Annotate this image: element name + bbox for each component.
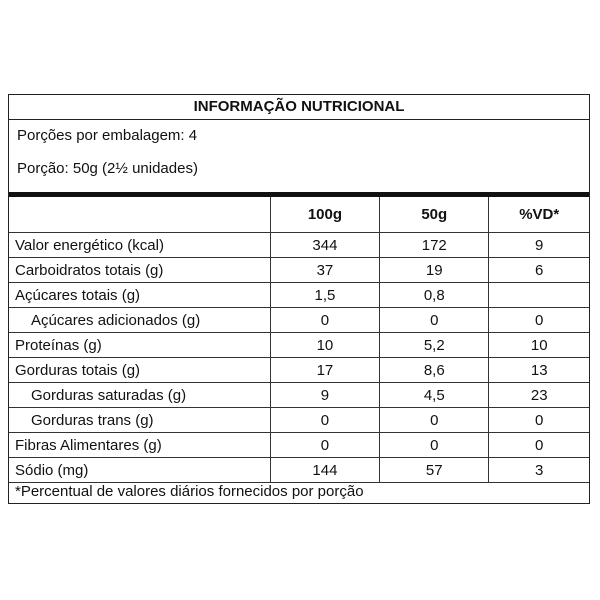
- value-50g: 0: [380, 308, 489, 333]
- table-header-row: [9, 197, 589, 233]
- nutrient-name: Sódio (mg): [9, 458, 270, 483]
- nutrition-table: [9, 197, 589, 483]
- value-100g: 17: [270, 358, 379, 383]
- value-vd: 6: [489, 258, 589, 283]
- nutrient-name: Valor energético (kcal): [9, 233, 270, 258]
- table-row: [9, 233, 589, 258]
- serving-size: Porção: 50g (2½ unidades): [17, 160, 198, 177]
- column-header-nutrient: [9, 197, 270, 233]
- nutrient-name: Açúcares totais (g): [9, 283, 270, 308]
- value-vd: 0: [489, 433, 589, 458]
- value-50g: 5,2: [380, 333, 489, 358]
- value-100g: 9: [270, 383, 379, 408]
- table-row: [9, 258, 589, 283]
- value-100g: 344: [270, 233, 379, 258]
- nutrient-name: Gorduras totais (g): [9, 358, 270, 383]
- nutrient-name: Fibras Alimentares (g): [9, 433, 270, 458]
- value-vd: 23: [489, 383, 589, 408]
- value-100g: 10: [270, 333, 379, 358]
- value-50g: 19: [380, 258, 489, 283]
- nutrient-name: Proteínas (g): [9, 333, 270, 358]
- value-100g: 0: [270, 308, 379, 333]
- value-vd: 0: [489, 408, 589, 433]
- servings-per-package: Porções por embalagem: 4: [17, 127, 198, 144]
- table-row: [9, 308, 589, 333]
- value-vd: 3: [489, 458, 589, 483]
- value-100g: 1,5: [270, 283, 379, 308]
- value-50g: 0: [380, 408, 489, 433]
- nutrition-facts-label: [8, 94, 590, 504]
- nutrient-name: Gorduras trans (g): [9, 408, 270, 433]
- table-row: [9, 433, 589, 458]
- value-50g: 0: [380, 433, 489, 458]
- nutrient-name: Carboidratos totais (g): [9, 258, 270, 283]
- value-50g: 8,6: [380, 358, 489, 383]
- value-50g: 0,8: [380, 283, 489, 308]
- value-vd: 13: [489, 358, 589, 383]
- label-title: INFORMAÇÃO NUTRICIONAL: [9, 95, 589, 120]
- table-row: [9, 383, 589, 408]
- value-vd: 9: [489, 233, 589, 258]
- column-header-vd: %VD*: [489, 197, 589, 233]
- footnote: *Percentual de valores diários fornecidos por porção: [15, 483, 364, 500]
- value-vd: 0: [489, 308, 589, 333]
- value-50g: 172: [380, 233, 489, 258]
- table-row: [9, 283, 589, 308]
- table-row: [9, 458, 589, 483]
- value-100g: 37: [270, 258, 379, 283]
- nutrient-name: Açúcares adicionados (g): [9, 308, 270, 333]
- table-row: [9, 358, 589, 383]
- column-header-100g: 100g: [270, 197, 379, 233]
- value-50g: 57: [380, 458, 489, 483]
- nutrient-name: Gorduras saturadas (g): [9, 383, 270, 408]
- value-50g: 4,5: [380, 383, 489, 408]
- value-100g: 0: [270, 433, 379, 458]
- value-100g: 144: [270, 458, 379, 483]
- table-row: [9, 333, 589, 358]
- value-vd: [489, 283, 589, 308]
- value-vd: 10: [489, 333, 589, 358]
- table-row: [9, 408, 589, 433]
- value-100g: 0: [270, 408, 379, 433]
- column-header-50g: 50g: [380, 197, 489, 233]
